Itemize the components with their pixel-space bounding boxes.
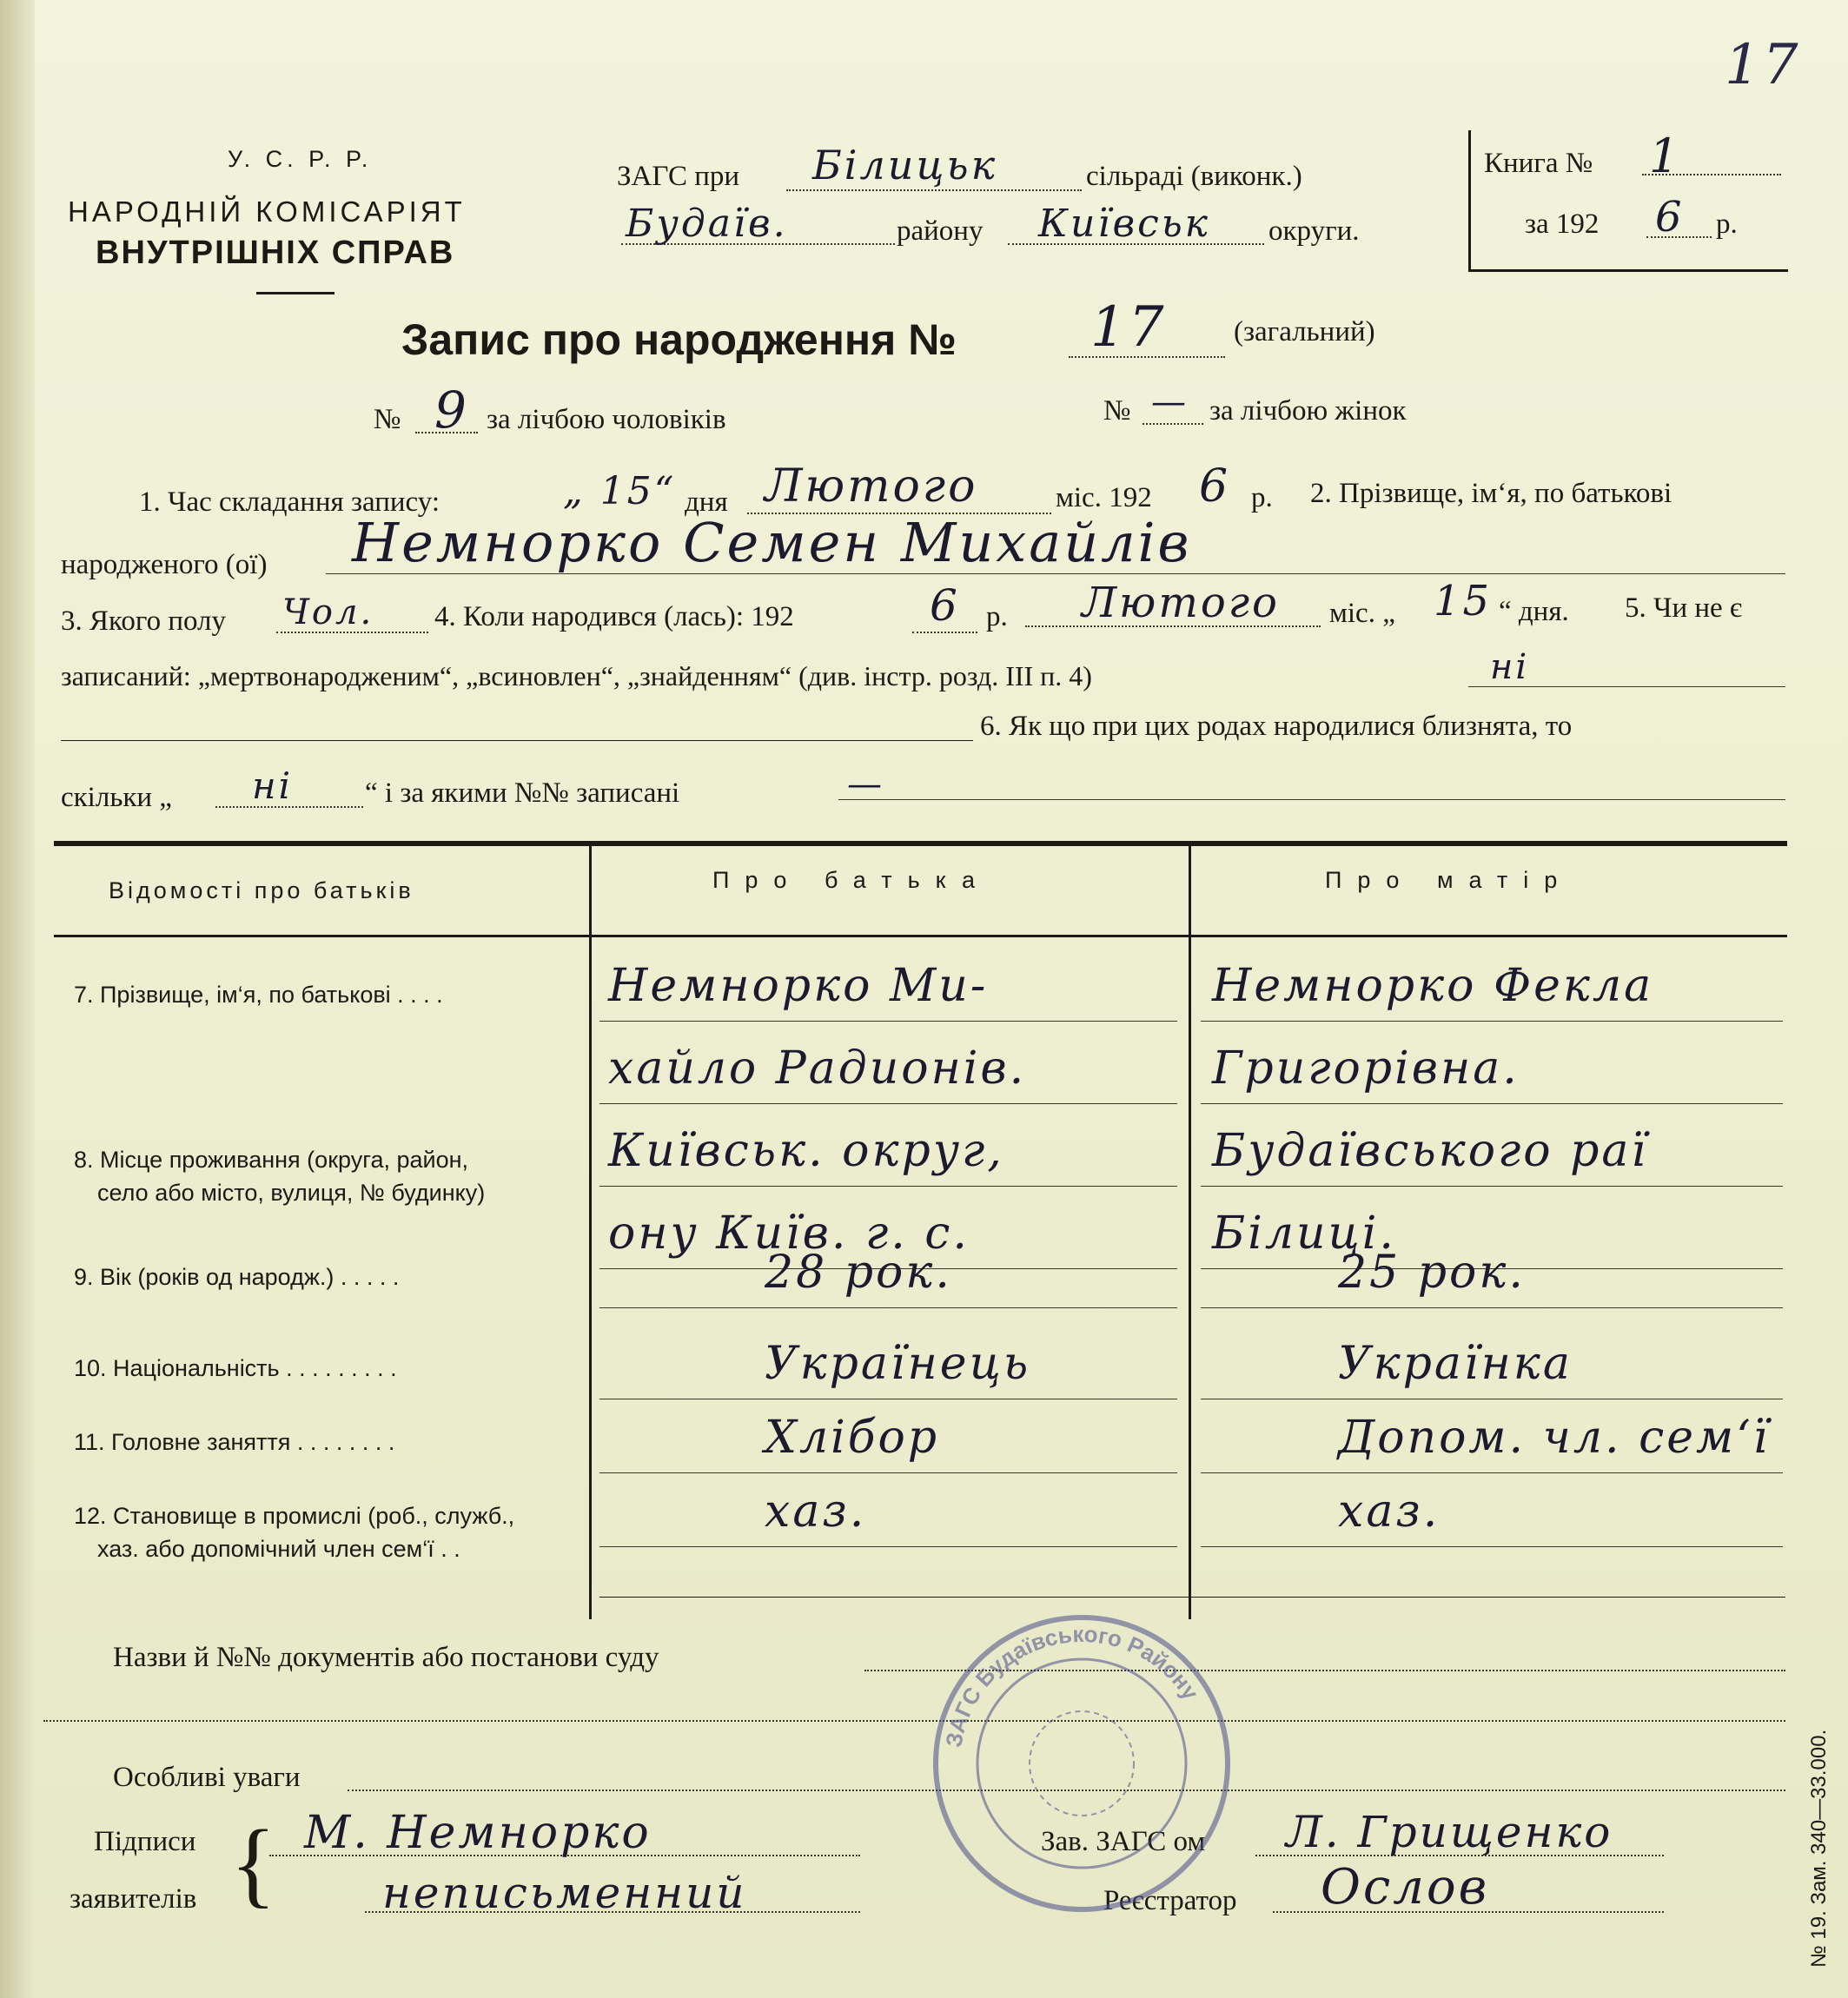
zags-prefix: ЗАГС при	[617, 161, 740, 192]
district-suffix: району	[897, 215, 984, 247]
registrar-label: Реєстратор	[1103, 1885, 1237, 1916]
f2-label: 2. Прізвище, ім‘я, по батькові	[1310, 478, 1672, 509]
head-signature: Л. Грищенко	[1286, 1807, 1613, 1857]
okruha-suffix: округи.	[1268, 215, 1360, 247]
born-label: народженого (ої)	[61, 549, 268, 580]
f1-month-label: міс. 192	[1056, 482, 1152, 513]
father-value: Хлібор	[765, 1412, 940, 1464]
district-value: Будаїв.	[626, 202, 788, 246]
men-prefix: №	[374, 404, 401, 435]
row-label: 12. Становище в промислі (роб., служб.,	[74, 1503, 515, 1529]
page-number: 17	[1725, 33, 1801, 97]
row-label-2: село або місто, вулиця, № будинку)	[97, 1180, 486, 1206]
table-bottom-rule	[599, 1597, 1785, 1598]
f1-label: 1. Час складання запису:	[139, 486, 440, 518]
record-number: 17	[1090, 295, 1167, 360]
f5-value: ні	[1490, 647, 1530, 687]
f4-label: 4. Коли народився (лась): 192	[434, 601, 794, 632]
f1-year: 6	[1199, 460, 1231, 513]
father-value: ону Київ. г. с.	[608, 1207, 970, 1260]
book-year-prefix: за 192	[1525, 208, 1600, 240]
f5-text: записаний: „мертвонародженим“, „всиновлен“, „знайденням“ (див. інстр. розд. III п. 4)	[61, 660, 1092, 691]
book-year-digit: 6	[1655, 193, 1685, 241]
twins-numbers: —	[847, 764, 884, 804]
head-label: Зав. ЗАГС ом	[1041, 1826, 1206, 1857]
commissariat-line1: НАРОДНІЙ КОМІСАРІЯТ	[68, 195, 466, 228]
sign-label-2: заявителів	[70, 1883, 197, 1915]
f3-label: 3. Якого полу	[61, 605, 227, 637]
twins-suffix: “ і за якими №№ записані	[365, 777, 680, 809]
f1-day-word: дня	[685, 486, 728, 518]
col-header-info: Відомості про батьків	[109, 877, 414, 903]
mother-value: Немнорко Фекла	[1212, 960, 1654, 1012]
mother-value: 25 рок.	[1338, 1247, 1526, 1299]
f4-day-suffix: “ дня.	[1499, 596, 1569, 627]
side-print: № 19. Зам. 340—33.000.	[1807, 1729, 1831, 1968]
table-divider-1	[589, 846, 592, 1619]
village-suffix: сільраді (виконк.)	[1086, 161, 1302, 192]
father-value: Українець	[765, 1338, 1031, 1390]
f4-day: 15	[1434, 577, 1493, 625]
row-label: 9. Вік (років од народж.) . . . . .	[74, 1264, 400, 1290]
born-name: Немнорко Семен Михайлів	[352, 511, 1192, 574]
header-underline	[256, 292, 334, 294]
official-stamp	[925, 1607, 1238, 1920]
book-year-suffix: р.	[1716, 208, 1738, 240]
sex-value: Чол.	[282, 592, 374, 632]
f4-month-label: міс. „	[1329, 598, 1395, 629]
record-title: Запис про народження №	[401, 315, 957, 364]
f1-day: „ 15“	[563, 469, 677, 513]
row-label-2: хаз. або допомічний член сем‘ї . .	[97, 1536, 460, 1562]
row-label: 10. Національність . . . . . . . . .	[74, 1355, 397, 1381]
table-header-rule	[54, 935, 1787, 937]
book-number: 1	[1649, 129, 1682, 183]
sign-brace: {	[230, 1810, 276, 1916]
f4-year: 6	[930, 580, 960, 631]
row-label: 7. Прізвище, ім‘я, по батькові . . . .	[74, 982, 443, 1008]
sign-label-1: Підписи	[94, 1826, 196, 1857]
registrar-signature: Ослов	[1321, 1859, 1490, 1915]
father-value: хаз.	[765, 1485, 867, 1538]
commissariat-line2: ВНУТРІШНІХ СПРАВ	[96, 235, 455, 271]
okruha-value: Київськ	[1038, 202, 1210, 246]
f6-label: 6. Як що при цих родах народилися близнята, то	[980, 711, 1573, 742]
f4-year-suffix: р.	[986, 601, 1008, 632]
father-value: Немнорко Ми-	[608, 960, 989, 1012]
stamp-text: ЗАГС Будаївського Району	[940, 1620, 1204, 1750]
father-value: 28 рок.	[765, 1247, 952, 1299]
f1-year-suffix: р.	[1251, 482, 1273, 513]
women-prefix: №	[1103, 395, 1131, 427]
f1-month: Лютого	[765, 460, 978, 513]
table-top-rule	[54, 841, 1787, 846]
men-number: 9	[434, 380, 469, 440]
mother-value: хаз.	[1338, 1485, 1441, 1538]
record-general: (загальний)	[1234, 316, 1375, 347]
docs-label: Назви й №№ документів або постанови суду	[113, 1642, 659, 1673]
applicant-sig-1: М. Немнорко	[304, 1807, 652, 1859]
mother-value: Допом. чл. сем‘ї	[1338, 1412, 1771, 1464]
women-label: за лічбою жінок	[1209, 395, 1407, 427]
republic-label: У. С. Р. Р.	[228, 146, 373, 172]
mother-value: Білиці.	[1212, 1207, 1396, 1260]
col-header-father: Про батька	[712, 867, 991, 893]
village-value: Білицьк	[812, 142, 998, 189]
men-label: за лічбою чоловіків	[487, 404, 726, 435]
applicant-sig-2: неписьменний	[382, 1868, 747, 1918]
mother-value: Григорівна.	[1212, 1042, 1520, 1095]
book-label: Книга №	[1484, 148, 1593, 179]
mother-value: Українка	[1338, 1338, 1573, 1390]
father-value: Київськ. округ,	[608, 1125, 1004, 1177]
col-header-mother: Про матір	[1325, 867, 1573, 893]
women-number: —	[1151, 382, 1189, 422]
f4-month: Лютого	[1082, 579, 1280, 627]
notes-label: Особливі уваги	[113, 1762, 301, 1793]
father-value: хайло Радионів.	[608, 1042, 1027, 1095]
row-label: 8. Місце проживання (округа, район,	[74, 1147, 469, 1173]
svg-text:ЗАГС Будаївського Району	[940, 1621, 1204, 1750]
table-divider-2	[1189, 846, 1191, 1619]
mother-value: Будаївського раї	[1212, 1125, 1649, 1177]
twins-value: ні	[252, 764, 294, 807]
row-label: 11. Головне заняття . . . . . . . .	[74, 1429, 395, 1455]
twins-prefix: скільки „	[61, 782, 172, 813]
f5-label: 5. Чи не є	[1625, 592, 1743, 624]
